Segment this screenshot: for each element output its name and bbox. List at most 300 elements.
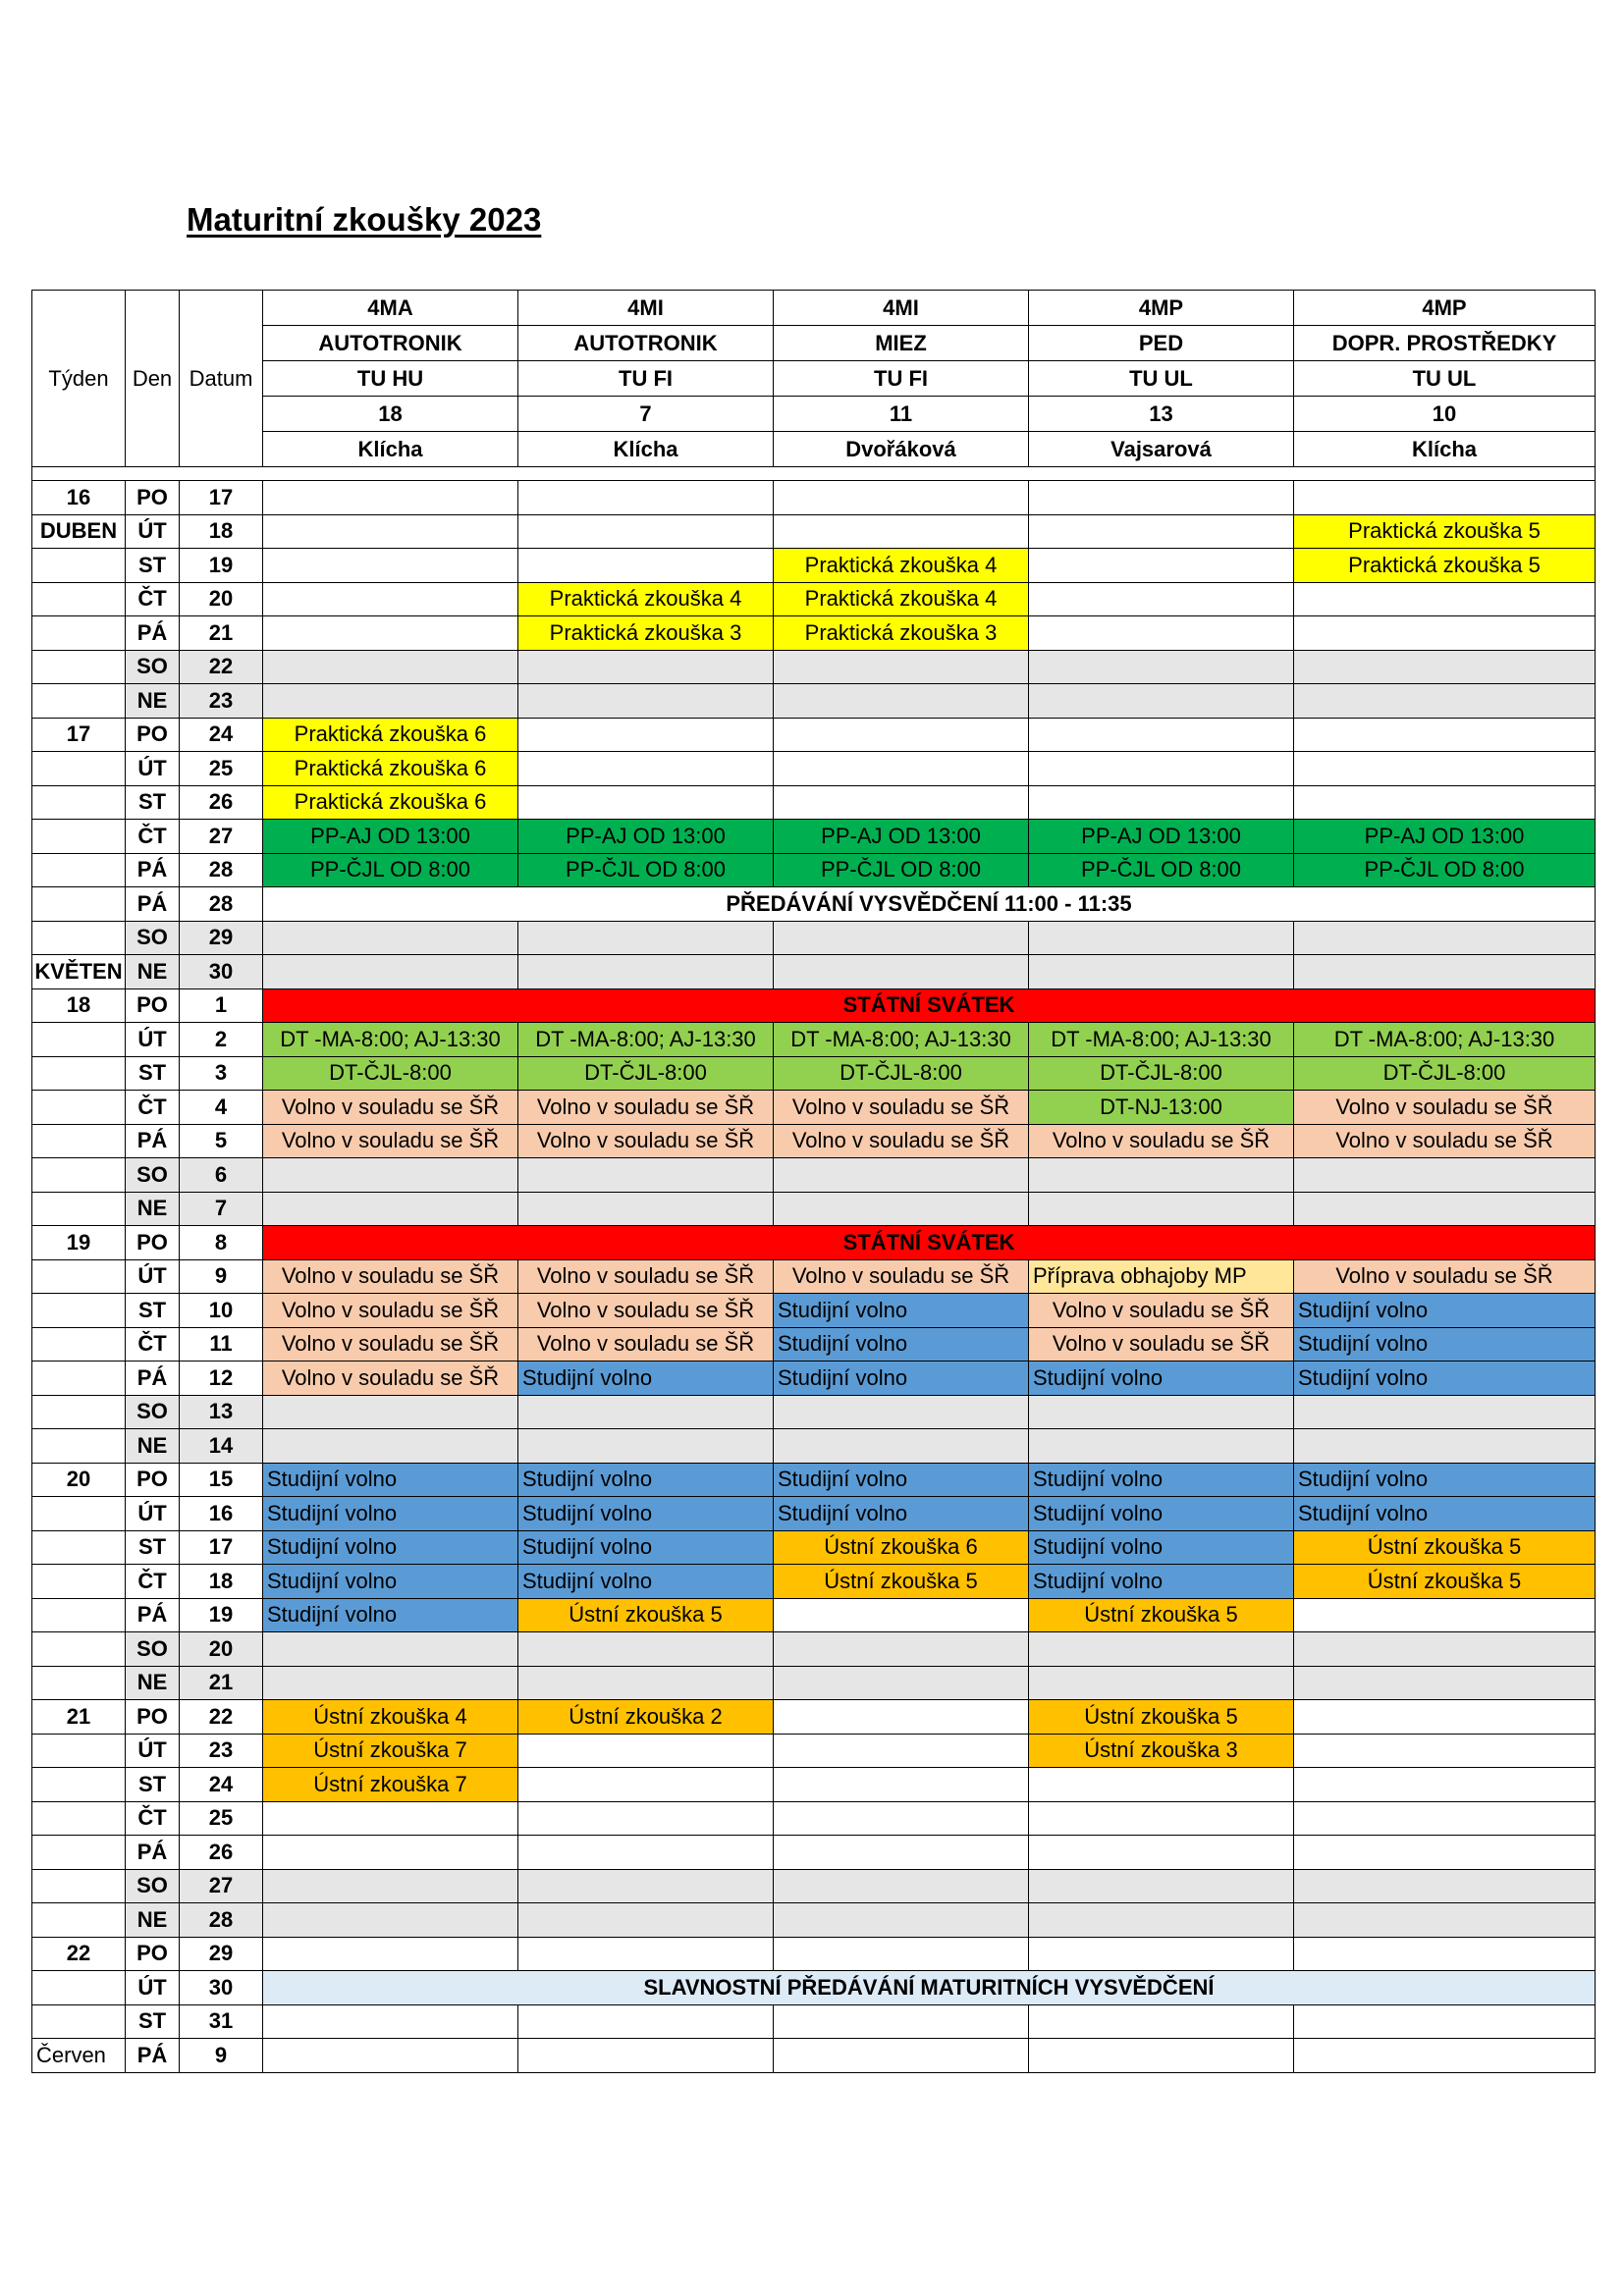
day-cell: SO (126, 1395, 180, 1429)
schedule-row (32, 785, 1596, 820)
exam-cell (518, 1801, 774, 1836)
day-cell: PÁ (126, 2039, 180, 2073)
schedule-row (32, 752, 1596, 786)
exam-cell: Studijní volno (774, 1497, 1029, 1531)
schedule-row (32, 955, 1596, 989)
exam-cell: Praktická zkouška 3 (518, 616, 774, 651)
schedule-row (32, 1801, 1596, 1836)
exam-cell: Volno v souladu se ŠŘ (774, 1124, 1029, 1158)
week-cell (32, 549, 126, 583)
day-cell: ČT (126, 1327, 180, 1362)
header-row-pocet (32, 397, 1596, 432)
schedule-row (32, 1091, 1596, 1125)
exam-cell (1029, 1801, 1294, 1836)
exam-cell: Studijní volno (1294, 1463, 1596, 1497)
exam-cell (1294, 616, 1596, 651)
class-teacher: Dvořáková (774, 432, 1029, 467)
exam-cell (1294, 1836, 1596, 1870)
day-cell: NE (126, 684, 180, 719)
exam-cell: Příprava obhajoby MP (1029, 1259, 1294, 1294)
exam-cell (263, 1903, 518, 1938)
date-cell: 6 (180, 1158, 263, 1193)
exam-cell (263, 1158, 518, 1193)
day-cell: NE (126, 1903, 180, 1938)
exam-cell: PP-AJ OD 13:00 (518, 820, 774, 854)
exam-cell: Ústní zkouška 5 (1294, 1530, 1596, 1565)
schedule-row (32, 1124, 1596, 1158)
exam-cell (774, 1192, 1029, 1226)
exam-cell (263, 1836, 518, 1870)
exam-cell (518, 718, 774, 752)
exam-cell: Praktická zkouška 6 (263, 718, 518, 752)
class-teacher: Klícha (1294, 432, 1596, 467)
exam-cell: Ústní zkouška 5 (1029, 1598, 1294, 1632)
exam-cell (518, 1192, 774, 1226)
week-cell (32, 921, 126, 955)
date-cell: 1 (180, 988, 263, 1023)
exam-cell: PP-AJ OD 13:00 (1029, 820, 1294, 854)
schedule-row (32, 1666, 1596, 1700)
exam-cell: PP-AJ OD 13:00 (774, 820, 1029, 854)
day-cell: ST (126, 1768, 180, 1802)
week-cell (32, 1362, 126, 1396)
exam-cell (1294, 752, 1596, 786)
week-cell (32, 650, 126, 684)
date-cell: 22 (180, 1700, 263, 1735)
day-cell: ČT (126, 582, 180, 616)
exam-cell (1029, 955, 1294, 989)
exam-cell: Volno v souladu se ŠŘ (263, 1091, 518, 1125)
day-cell: ÚT (126, 1497, 180, 1531)
exam-cell: Studijní volno (263, 1565, 518, 1599)
exam-cell (518, 1869, 774, 1903)
exam-cell: Studijní volno (263, 1598, 518, 1632)
schedule-row (32, 1226, 1596, 1260)
date-cell: 25 (180, 752, 263, 786)
date-cell: 19 (180, 1598, 263, 1632)
week-cell (32, 1530, 126, 1565)
date-cell: 12 (180, 1362, 263, 1396)
exam-cell (1294, 582, 1596, 616)
exam-cell (1294, 650, 1596, 684)
schedule-row (32, 921, 1596, 955)
day-cell: SO (126, 650, 180, 684)
date-cell: 9 (180, 2039, 263, 2073)
exam-cell (1294, 1395, 1596, 1429)
date-cell: 2 (180, 1023, 263, 1057)
exam-cell (263, 1666, 518, 1700)
exam-cell: DT-ČJL-8:00 (1029, 1056, 1294, 1091)
exam-cell: Volno v souladu se ŠŘ (518, 1294, 774, 1328)
exam-cell (518, 1903, 774, 1938)
day-cell: PO (126, 1226, 180, 1260)
exam-cell (263, 1869, 518, 1903)
exam-cell (263, 684, 518, 719)
week-cell (32, 1395, 126, 1429)
class-teacher: Klícha (518, 432, 774, 467)
exam-cell: Praktická zkouška 6 (263, 785, 518, 820)
exam-cell (518, 1734, 774, 1768)
exam-cell: Volno v souladu se ŠŘ (518, 1091, 774, 1125)
class-count: 11 (774, 397, 1029, 432)
exam-cell (1294, 1429, 1596, 1464)
schedule-row (32, 1937, 1596, 1971)
exam-cell (1294, 1700, 1596, 1735)
exam-cell: Studijní volno (518, 1565, 774, 1599)
schedule-row (32, 718, 1596, 752)
week-cell: 21 (32, 1700, 126, 1735)
exam-cell (263, 1192, 518, 1226)
exam-cell (518, 2004, 774, 2039)
exam-cell (1029, 718, 1294, 752)
exam-cell: Praktická zkouška 5 (1294, 549, 1596, 583)
exam-cell: Studijní volno (1029, 1565, 1294, 1599)
schedule-row (32, 1192, 1596, 1226)
day-cell: SO (126, 921, 180, 955)
schedule-row (32, 1971, 1596, 2005)
exam-cell: Studijní volno (1029, 1530, 1294, 1565)
exam-cell: Volno v souladu se ŠŘ (774, 1259, 1029, 1294)
schedule-row (32, 853, 1596, 887)
exam-cell (1294, 481, 1596, 515)
span-cell: SLAVNOSTNÍ PŘEDÁVÁNÍ MATURITNÍCH VYSVĚDČENÍ (263, 1971, 1596, 2005)
exam-cell (1294, 785, 1596, 820)
week-cell (32, 1124, 126, 1158)
exam-cell (1294, 1768, 1596, 1802)
exam-cell: Ústní zkouška 2 (518, 1700, 774, 1735)
spacer-cell (32, 467, 1596, 481)
day-cell: ČT (126, 820, 180, 854)
date-cell: 26 (180, 1836, 263, 1870)
exam-cell (1029, 1192, 1294, 1226)
exam-cell (518, 921, 774, 955)
exam-cell (1029, 616, 1294, 651)
exam-cell (518, 2039, 774, 2073)
day-cell: ÚT (126, 1734, 180, 1768)
date-cell: 16 (180, 1497, 263, 1531)
day-cell: PO (126, 988, 180, 1023)
date-cell: 20 (180, 1632, 263, 1667)
week-cell (32, 1632, 126, 1667)
exam-cell (518, 1937, 774, 1971)
exam-cell (263, 921, 518, 955)
date-cell: 22 (180, 650, 263, 684)
exam-cell: Praktická zkouška 4 (774, 582, 1029, 616)
schedule-row (32, 1632, 1596, 1667)
day-cell: PÁ (126, 1836, 180, 1870)
exam-cell (1029, 1666, 1294, 1700)
exam-cell (1294, 1801, 1596, 1836)
exam-cell (774, 955, 1029, 989)
exam-cell (1029, 1869, 1294, 1903)
exam-cell: Studijní volno (263, 1463, 518, 1497)
class-location: TU FI (774, 361, 1029, 397)
exam-cell (1294, 1158, 1596, 1193)
exam-cell (1029, 582, 1294, 616)
exam-cell: Ústní zkouška 5 (1029, 1700, 1294, 1735)
day-cell: NE (126, 1666, 180, 1700)
week-cell (32, 1294, 126, 1328)
exam-cell (263, 1395, 518, 1429)
exam-cell (774, 1395, 1029, 1429)
date-cell: 23 (180, 1734, 263, 1768)
exam-cell (263, 1801, 518, 1836)
class-location: TU UL (1294, 361, 1596, 397)
date-cell: 7 (180, 1192, 263, 1226)
exam-cell (774, 1903, 1029, 1938)
exam-cell: Ústní zkouška 5 (518, 1598, 774, 1632)
week-cell: 19 (32, 1226, 126, 1260)
exam-cell: Volno v souladu se ŠŘ (774, 1091, 1029, 1125)
class-count: 13 (1029, 397, 1294, 432)
exam-cell: Volno v souladu se ŠŘ (1294, 1091, 1596, 1125)
schedule-row (32, 1768, 1596, 1802)
exam-cell: DT-NJ-13:00 (1029, 1091, 1294, 1125)
exam-cell (774, 1158, 1029, 1193)
day-cell: SO (126, 1869, 180, 1903)
date-cell: 17 (180, 481, 263, 515)
exam-cell: Studijní volno (518, 1463, 774, 1497)
exam-cell: Studijní volno (1294, 1327, 1596, 1362)
week-cell (32, 1158, 126, 1193)
class-field: AUTOTRONIK (518, 326, 774, 361)
exam-cell: DT -MA-8:00; AJ-13:30 (774, 1023, 1029, 1057)
day-cell: SO (126, 1632, 180, 1667)
exam-cell: PP-AJ OD 13:00 (263, 820, 518, 854)
exam-cell: Praktická zkouška 4 (518, 582, 774, 616)
date-cell: 3 (180, 1056, 263, 1091)
class-name: 4MI (774, 291, 1029, 326)
schedule-row (32, 2039, 1596, 2073)
exam-cell (518, 1429, 774, 1464)
exam-cell: Ústní zkouška 5 (774, 1565, 1029, 1599)
class-location: TU HU (263, 361, 518, 397)
exam-cell: Volno v souladu se ŠŘ (263, 1124, 518, 1158)
week-cell (32, 752, 126, 786)
exam-cell (1029, 514, 1294, 549)
exam-cell (518, 1158, 774, 1193)
schedule-row (32, 1497, 1596, 1531)
schedule-row (32, 1903, 1596, 1938)
day-cell: ČT (126, 1565, 180, 1599)
exam-cell (774, 481, 1029, 515)
span-cell: PŘEDÁVÁNÍ VYSVĚDČENÍ 11:00 - 11:35 (263, 887, 1596, 922)
day-cell: ST (126, 1294, 180, 1328)
day-cell: ÚT (126, 1259, 180, 1294)
week-cell (32, 1598, 126, 1632)
exam-cell: Volno v souladu se ŠŘ (518, 1124, 774, 1158)
date-cell: 13 (180, 1395, 263, 1429)
exam-cell (774, 1666, 1029, 1700)
schedule-row (32, 1294, 1596, 1328)
exam-cell (1294, 1598, 1596, 1632)
schedule-row (32, 887, 1596, 922)
date-cell: 24 (180, 1768, 263, 1802)
schedule-row (32, 514, 1596, 549)
day-cell: ST (126, 785, 180, 820)
week-cell (32, 1666, 126, 1700)
day-cell: PÁ (126, 1598, 180, 1632)
exam-cell: Studijní volno (1294, 1362, 1596, 1396)
class-name: 4MA (263, 291, 518, 326)
schedule-row (32, 988, 1596, 1023)
exam-cell (774, 2004, 1029, 2039)
week-cell (32, 1497, 126, 1531)
date-cell: 5 (180, 1124, 263, 1158)
week-cell: 16 (32, 481, 126, 515)
class-field: DOPR. PROSTŘEDKY (1294, 326, 1596, 361)
exam-cell (1294, 1666, 1596, 1700)
week-cell (32, 1091, 126, 1125)
exam-cell (774, 1700, 1029, 1735)
day-cell: PO (126, 481, 180, 515)
schedule-row (32, 1869, 1596, 1903)
week-cell (32, 820, 126, 854)
exam-cell: PP-ČJL OD 8:00 (774, 853, 1029, 887)
exam-cell (774, 1869, 1029, 1903)
week-cell (32, 1869, 126, 1903)
exam-cell: PP-ČJL OD 8:00 (263, 853, 518, 887)
schedule-row (32, 1056, 1596, 1091)
exam-cell: Studijní volno (1294, 1497, 1596, 1531)
exam-cell (518, 684, 774, 719)
exam-cell (774, 1801, 1029, 1836)
week-cell (32, 1023, 126, 1057)
schedule-row (32, 684, 1596, 719)
class-location: TU UL (1029, 361, 1294, 397)
exam-cell (1294, 1903, 1596, 1938)
day-cell: ÚT (126, 514, 180, 549)
date-cell: 8 (180, 1226, 263, 1260)
date-cell: 18 (180, 514, 263, 549)
date-cell: 24 (180, 718, 263, 752)
exam-cell: PP-AJ OD 13:00 (1294, 820, 1596, 854)
schedule-row (32, 650, 1596, 684)
exam-cell: Volno v souladu se ŠŘ (1029, 1294, 1294, 1328)
exam-cell: PP-ČJL OD 8:00 (1294, 853, 1596, 887)
exam-cell: DT-ČJL-8:00 (263, 1056, 518, 1091)
date-cell: 15 (180, 1463, 263, 1497)
week-cell: 20 (32, 1463, 126, 1497)
schedule-body (32, 291, 1596, 2073)
day-cell: NE (126, 955, 180, 989)
exam-cell (1029, 921, 1294, 955)
exam-cell (1029, 549, 1294, 583)
schedule-row (32, 820, 1596, 854)
exam-cell (263, 514, 518, 549)
exam-cell (1294, 1192, 1596, 1226)
class-teacher: Klícha (263, 432, 518, 467)
exam-cell (1029, 650, 1294, 684)
exam-cell: Ústní zkouška 7 (263, 1768, 518, 1802)
header-datum: Datum (180, 291, 263, 467)
week-cell (32, 1192, 126, 1226)
exam-cell (1029, 1158, 1294, 1193)
day-cell: SO (126, 1158, 180, 1193)
week-cell (32, 1903, 126, 1938)
day-cell: PÁ (126, 1124, 180, 1158)
week-cell (32, 1801, 126, 1836)
week-cell (32, 1429, 126, 1464)
exam-cell (1029, 785, 1294, 820)
exam-cell (263, 582, 518, 616)
week-cell (32, 1259, 126, 1294)
date-cell: 18 (180, 1565, 263, 1599)
date-cell: 21 (180, 616, 263, 651)
exam-cell (263, 2004, 518, 2039)
exam-cell (774, 1836, 1029, 1870)
exam-cell: Praktická zkouška 6 (263, 752, 518, 786)
class-count: 10 (1294, 397, 1596, 432)
exam-cell: Volno v souladu se ŠŘ (1294, 1259, 1596, 1294)
exam-cell: Volno v souladu se ŠŘ (263, 1327, 518, 1362)
exam-cell (263, 616, 518, 651)
week-cell: 17 (32, 718, 126, 752)
day-cell: ST (126, 549, 180, 583)
header-row-trida (32, 291, 1596, 326)
day-cell: PO (126, 718, 180, 752)
exam-cell: Volno v souladu se ŠŘ (263, 1259, 518, 1294)
date-cell: 20 (180, 582, 263, 616)
day-cell: NE (126, 1192, 180, 1226)
exam-cell (1294, 921, 1596, 955)
exam-cell (774, 921, 1029, 955)
exam-cell: Volno v souladu se ŠŘ (1029, 1124, 1294, 1158)
week-cell (32, 1327, 126, 1362)
schedule-row (32, 549, 1596, 583)
exam-cell (263, 549, 518, 583)
exam-cell (1294, 718, 1596, 752)
day-cell: PÁ (126, 887, 180, 922)
exam-cell (1294, 955, 1596, 989)
exam-cell: Ústní zkouška 3 (1029, 1734, 1294, 1768)
exam-cell: Volno v souladu se ŠŘ (263, 1362, 518, 1396)
exam-cell: DT-ČJL-8:00 (774, 1056, 1029, 1091)
exam-cell (518, 785, 774, 820)
exam-cell: Studijní volno (263, 1497, 518, 1531)
exam-cell: DT-ČJL-8:00 (1294, 1056, 1596, 1091)
date-cell: 23 (180, 684, 263, 719)
exam-cell (1029, 1768, 1294, 1802)
day-cell: ST (126, 1530, 180, 1565)
date-cell: 14 (180, 1429, 263, 1464)
date-cell: 10 (180, 1294, 263, 1328)
exam-cell: Studijní volno (518, 1497, 774, 1531)
date-cell: 4 (180, 1091, 263, 1125)
exam-cell (263, 1429, 518, 1464)
exam-cell (263, 481, 518, 515)
week-cell (32, 887, 126, 922)
exam-cell (1294, 1734, 1596, 1768)
header-row-misto (32, 361, 1596, 397)
week-cell: Červen (32, 2039, 126, 2073)
week-cell (32, 1971, 126, 2005)
exam-cell: Ústní zkouška 5 (1294, 1565, 1596, 1599)
exam-cell: DT-ČJL-8:00 (518, 1056, 774, 1091)
date-cell: 26 (180, 785, 263, 820)
day-cell: ČT (126, 1801, 180, 1836)
exam-cell: Volno v souladu se ŠŘ (263, 1294, 518, 1328)
exam-cell: Studijní volno (1029, 1497, 1294, 1531)
exam-cell (263, 1937, 518, 1971)
schedule-row (32, 1734, 1596, 1768)
date-cell: 28 (180, 1903, 263, 1938)
exam-cell (1029, 2039, 1294, 2073)
exam-cell: Studijní volno (774, 1463, 1029, 1497)
exam-cell: Studijní volno (774, 1327, 1029, 1362)
date-cell: 28 (180, 887, 263, 922)
exam-cell: Ústní zkouška 6 (774, 1530, 1029, 1565)
